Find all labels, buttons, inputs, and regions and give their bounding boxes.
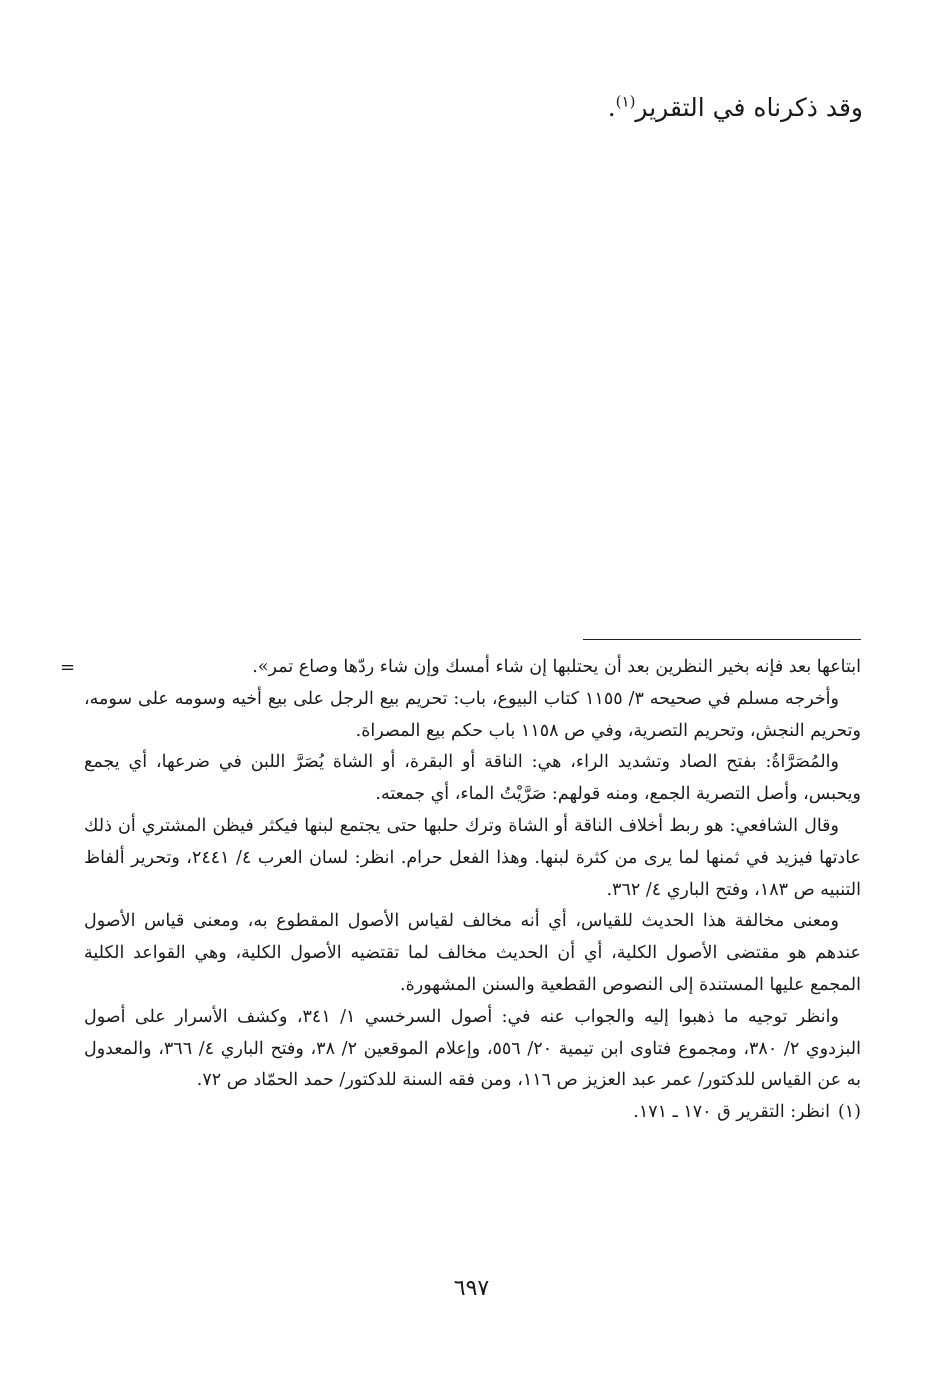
footnote-reference: (١) [615,92,636,111]
footnote-separator [583,639,861,640]
footnote-entry [84,1097,861,1129]
footnote-text: ابتاعها بعد فإنه بخير النظرين بعد أن يحتلبها إن شاء أمسك وإن شاء ردّها وصاع تمر». [252,657,861,677]
continuation-mark: = [60,657,76,678]
footnote-paragraph: ومعنى مخالفة هذا الحديث للقياس، أي أنه مخالف لقياس الأصول المقطوع به، ومعنى قياس الأصول عندهم هو مقتضى الأصول الكلية، أي أن الحديث مخالف لما تقتضيه الأصول الكلية، وهي القواعد الكلية المجمع عليها المستندة إلى النصوص القطعية والسنن المشهورة. [84,911,861,995]
main-text-line: وقد ذكرناه في التقرير [635,93,863,122]
main-text [80,88,863,128]
footnote-continuation-paragraph [60,652,861,684]
footnote-paragraph: وأخرجه مسلم في صحيحه ٣/ ١١٥٥ كتاب البيوع، باب: تحريم بيع الرجل على بيع أخيه وسومه على سومه، وتحريم النجش، وتحريم التصرية، وفي ص ١١٥٨ باب حكم بيع المصراة. [84,688,861,741]
footnote-paragraph: والمُصَرَّاةُ: بفتح الصاد وتشديد الراء، هي: الناقة أو البقرة، أو الشاة يُصَرَّ اللبن في ضرعها، أي يجمع ويحبس، وأصل التصرية الجمع، ومنه قولهم: صَرَّيْتُ الماء، أي جمعته. [84,752,861,805]
main-text-end: . [607,93,616,122]
footnote-number: (١) [837,1102,861,1123]
footnote-paragraph: وقال الشافعي: هو ربط أخلاف الناقة أو الشاة وترك حلبها حتى يجتمع لبنها فيكثر فيظن المشتري أن ذلك عادتها فيزيد في ثمنها لما يرى من كثرة لبنها. وهذا الفعل حرام. انظر: لسان العرب ٤/ ٢٤٤١، وتحرير ألفاظ التنبيه ص ١٨٣، وفتح الباري ٤/ ٣٦٢. [84,815,862,900]
footnotes [60,652,862,1129]
page-number: ٦٩٧ [453,1276,490,1301]
footnote-entry-text: انظر: التقرير ق ١٧٠ ـ ١٧١. [633,1102,830,1123]
footnote-paragraph: وانظر توجيه ما ذهبوا إليه والجواب عنه في: أصول السرخسي ١/ ٣٤١، وكشف الأسرار على أصول البزدوي ٢/ ٣٨٠، ومجموع فتاوى ابن تيمية ٢٠/ ٥٥٦، وإعلام الموقعين ٢/ ٣٨، وفتح الباري ٤/ ٣٦٦، والمعدول به عن القياس للدكتور/ عمر عبد العزيز ص ١١٦، ومن فقه السنة للدكتور/ حمد الحمّاد ص ٧٢. [84,1006,861,1091]
